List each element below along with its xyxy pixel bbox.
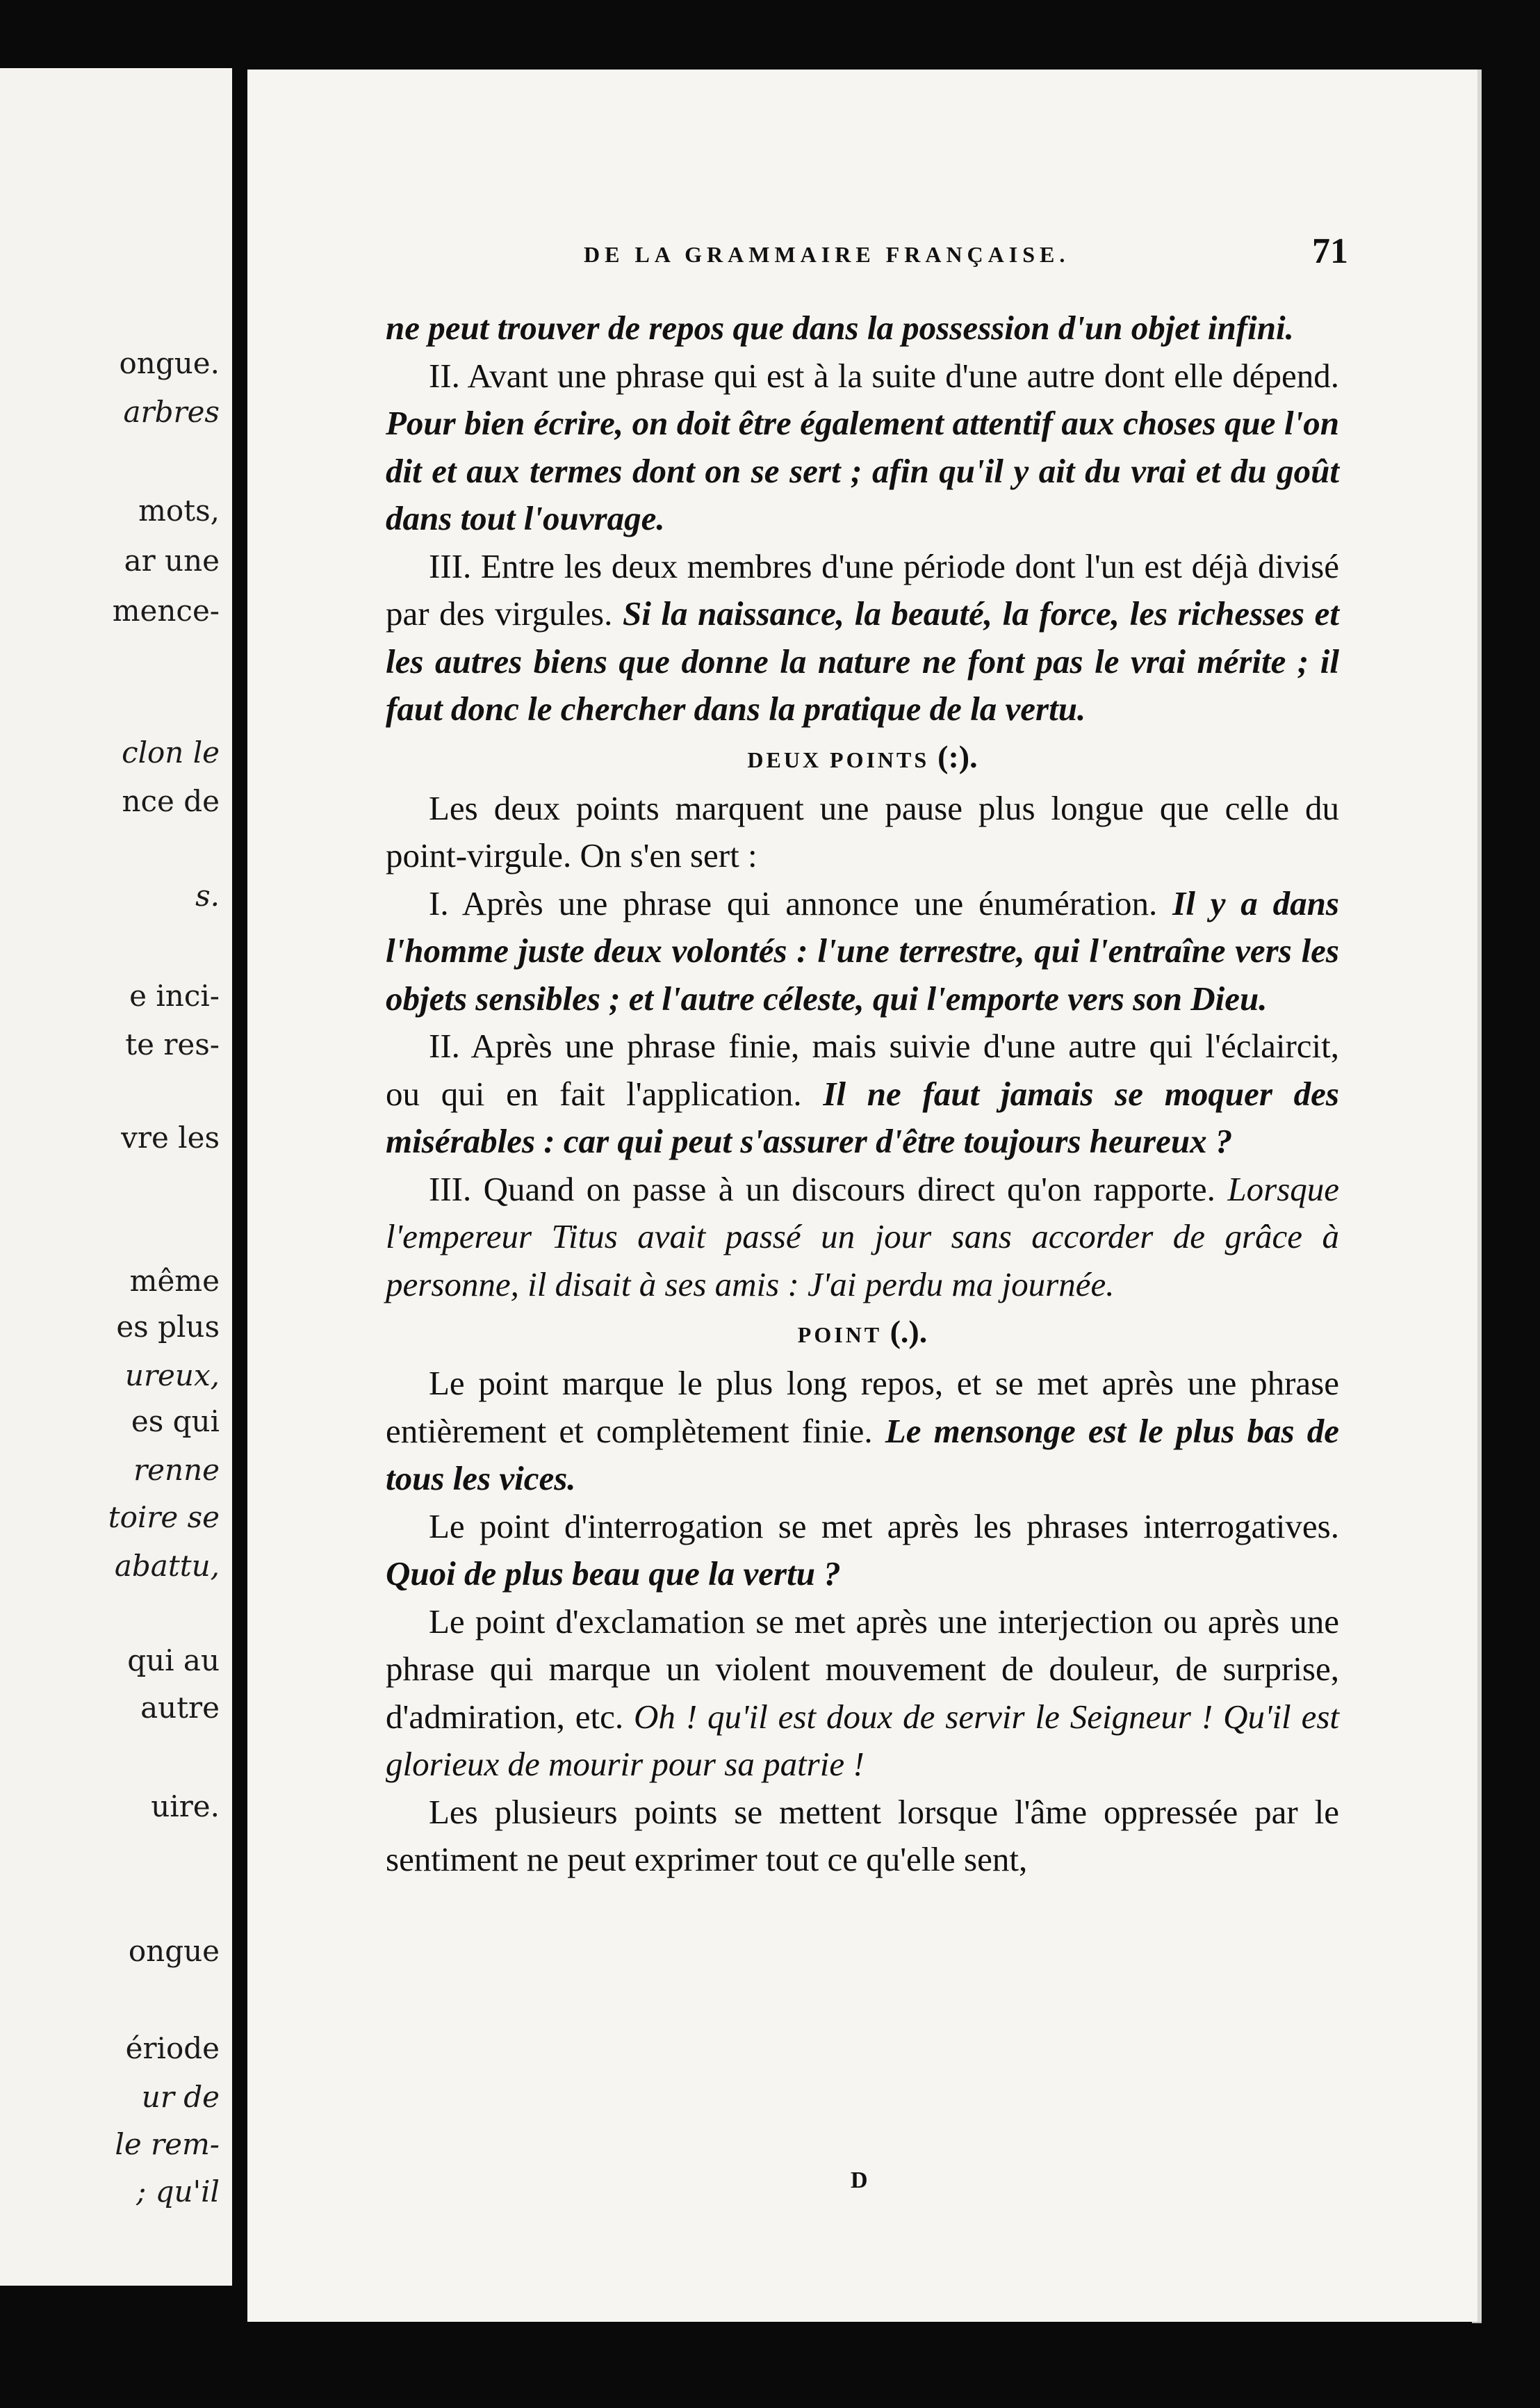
rule-text: III. Entre les deux membres d'une période dont l'un est déjà divisé par des virgules.	[386, 546, 1339, 633]
page-number: 71	[1312, 231, 1348, 271]
left-fragment: mence-	[112, 594, 220, 628]
left-fragment: abattu,	[114, 1549, 220, 1583]
paragraph	[386, 880, 1339, 1023]
section-heading-deux-points	[386, 735, 1339, 782]
left-fragment: même	[129, 1264, 220, 1298]
example-text: Quoi de plus beau que la vertu ?	[386, 1554, 841, 1593]
left-fragment: uire.	[151, 1789, 220, 1823]
left-fragment: qui au	[127, 1643, 220, 1677]
left-fragment: clon le	[122, 735, 220, 770]
example-text: ne peut trouver de repos que dans la possession d'un objet infini.	[386, 309, 1294, 347]
heading-punct: (:).	[937, 738, 978, 774]
signature-mark: D	[851, 2167, 868, 2193]
rule-text: Les deux points marquent une pause plus longue que celle du point-virgule. On s'en sert :	[386, 788, 1339, 874]
example-text: Il ne faut jamais se moquer des misérables : car qui peut s'assurer d'être toujours heureux ?	[386, 1074, 1340, 1160]
paragraph	[386, 1360, 1339, 1503]
left-fragment: renne	[133, 1453, 220, 1487]
left-fragment: le rem-	[115, 2127, 220, 2161]
heading-label: POINT	[797, 1322, 882, 1347]
rule-text: Le point d'exclamation se met après une interjection ou après une phrase qui marque un violent mouvement de douleur, de surprise, d'admiration, etc.	[386, 1602, 1339, 1736]
paragraph	[386, 1598, 1339, 1789]
left-fragment: arbres	[123, 395, 220, 429]
paragraph	[386, 1166, 1339, 1309]
paragraph	[386, 352, 1339, 543]
left-fragment: e inci-	[129, 979, 220, 1013]
left-fragment: mots,	[138, 494, 220, 528]
left-fragment: es plus	[116, 1310, 220, 1344]
paragraph-continuation	[386, 304, 1339, 352]
left-fragment: nce de	[122, 784, 220, 818]
example-text: Pour bien écrire, on doit être également attentif aux choses que l'on dit et aux termes dont on se sert ; afin qu'il y ait du vrai et du goût dans tout l'ouvrage.	[386, 404, 1339, 537]
left-fragment: ureux,	[124, 1358, 220, 1392]
paragraph	[386, 785, 1339, 880]
rule-text: Le point marque le plus long repos, et se met après une phrase entièrement et complètement finie.	[386, 1364, 1339, 1450]
left-fragment: ongue	[128, 1934, 220, 1968]
heading-punct: (.).	[890, 1314, 928, 1349]
rule-text: I. Après une phrase qui annonce une énumération.	[429, 884, 1158, 922]
example-text: Lorsque l'empereur Titus avait passé un jour sans accorder de grâce à personne, il disait à ses amis : J'ai perdu ma journée.	[386, 1169, 1340, 1303]
paragraph	[386, 1023, 1339, 1166]
left-fragment: te res-	[125, 1027, 220, 1061]
paragraph	[386, 1789, 1339, 1884]
left-fragment: ur de	[141, 2080, 220, 2114]
left-fragment: ériode	[125, 2031, 220, 2065]
left-fragment: toire se	[108, 1500, 220, 1534]
example-text: Le mensonge est le plus bas de tous les vices.	[386, 1411, 1339, 1497]
left-fragment: s.	[195, 879, 220, 913]
example-text: Si la naissance, la beauté, la force, les richesses et les autres biens que donne la nature ne font pas le vrai mérite ; il faut donc le chercher dans la pratique de la vertu.	[386, 594, 1339, 728]
heading-label: DEUX POINTS	[747, 747, 930, 772]
page-body	[386, 304, 1339, 1884]
left-fragment: es qui	[131, 1404, 220, 1438]
rule-text: III. Quand on passe à un discours direct qu'on rapporte.	[429, 1169, 1215, 1208]
previous-page-strip	[0, 68, 232, 2286]
section-heading-point	[386, 1310, 1339, 1357]
running-head	[344, 231, 1348, 284]
left-fragment: autre	[140, 1691, 220, 1725]
left-fragment: ongue.	[119, 346, 220, 380]
paragraph	[386, 1503, 1339, 1598]
running-title: DE LA GRAMMAIRE FRANÇAISE.	[584, 242, 1070, 267]
left-fragment: ar une	[124, 544, 220, 578]
left-fragment: vre les	[121, 1121, 220, 1155]
example-text: Oh ! qu'il est doux de servir le Seigneur ! Qu'il est glorieux de mourir pour sa patrie !	[386, 1697, 1340, 1783]
rule-text: II. Avant une phrase qui est à la suite d'une autre dont elle dépend.	[429, 356, 1339, 395]
paragraph	[386, 543, 1339, 733]
rule-text: II. Après une phrase finie, mais suivie d'une autre qui l'éclaircit, ou qui en fait l'application.	[386, 1027, 1339, 1113]
rule-text: Les plusieurs points se mettent lorsque l'âme oppressée par le sentiment ne peut exprimer tout ce qu'elle sent,	[386, 1792, 1339, 1878]
rule-text: Le point d'interrogation se met après les phrases interrogatives.	[429, 1506, 1339, 1545]
example-text: Il y a dans l'homme juste deux volontés : l'une terrestre, qui l'entraîne vers les objets sensibles ; et l'autre céleste, qui l'emporte vers son Dieu.	[386, 884, 1339, 1018]
left-fragment: ; qu'il	[136, 2174, 220, 2208]
